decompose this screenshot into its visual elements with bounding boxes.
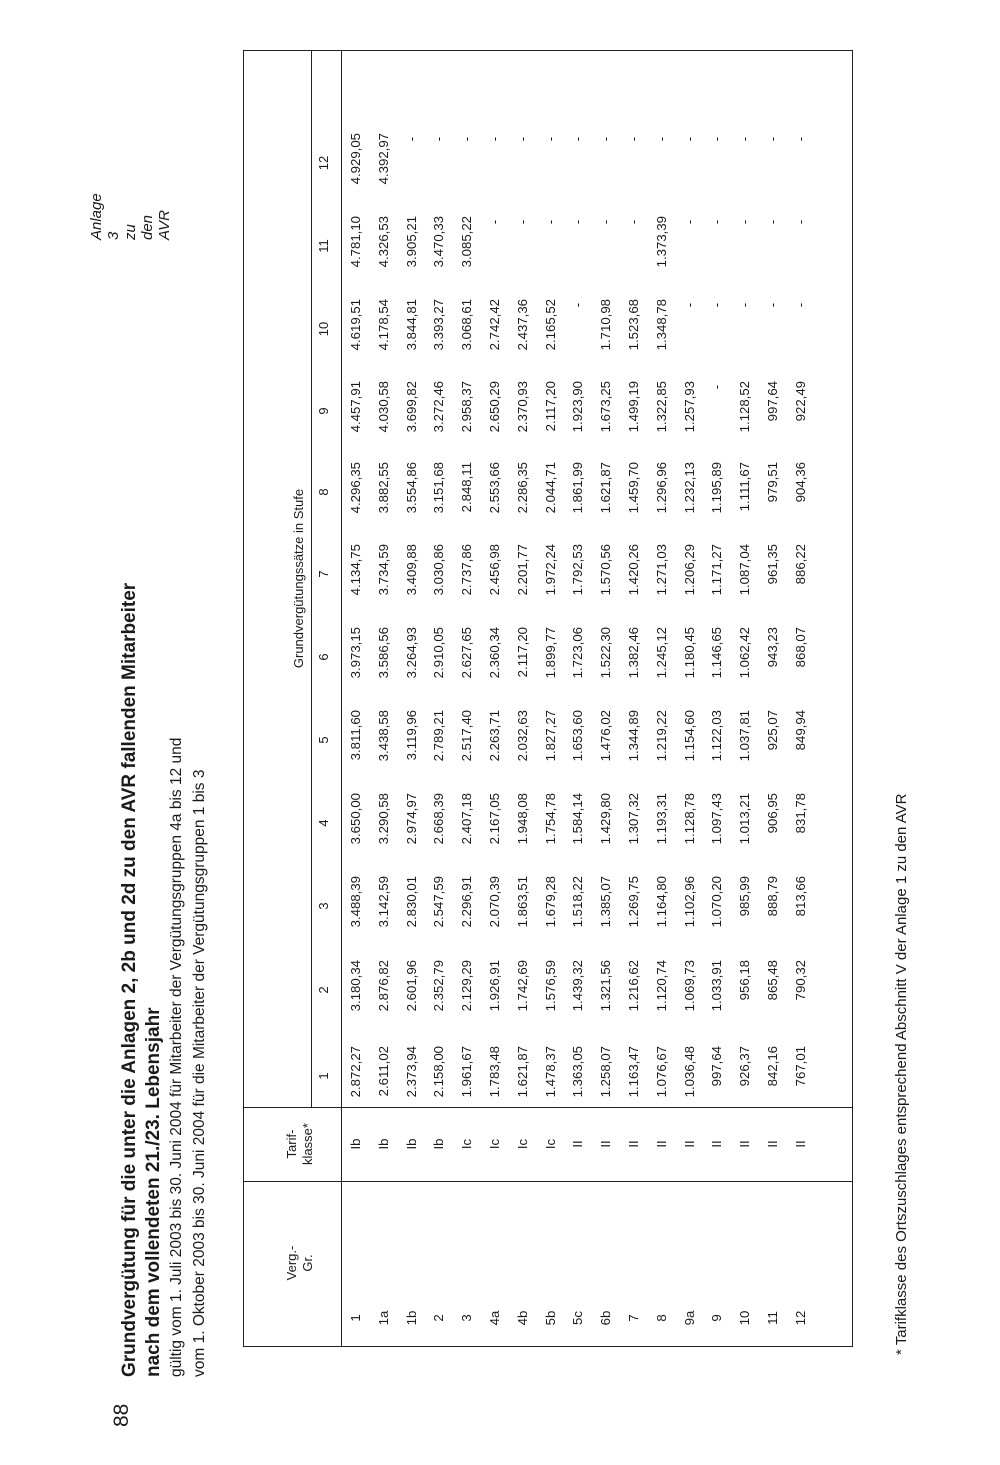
table-cell: 3.554,86 xyxy=(403,462,419,514)
table-cell: 2.070,39 xyxy=(487,876,502,928)
table-cell: 1.499,19 xyxy=(626,381,641,433)
table-cell: - xyxy=(792,136,808,142)
table-cell: 1.033,91 xyxy=(709,960,725,1012)
table-cell: 2.872,27 xyxy=(348,1046,363,1098)
column-header-verg-gr: Verg.- Gr. xyxy=(284,1245,315,1281)
table-cell: 2.407,18 xyxy=(459,793,475,845)
table-cell: 3.438,58 xyxy=(375,710,391,762)
table-cell: 4.619,51 xyxy=(348,299,363,351)
table-row xyxy=(765,49,789,1346)
validity-line-1: gültig vom 1. Juli 2003 bis 30. Juni 2004 für Mitarbeiter der Vergütungsgruppen 4a bis 12 und xyxy=(168,737,185,1377)
table-cell: - xyxy=(487,219,502,225)
table-cell: 3.734,59 xyxy=(375,544,391,596)
table-row xyxy=(570,49,594,1346)
table-cell: 3.119,96 xyxy=(403,710,419,761)
table-cell: 2.286,35 xyxy=(514,462,530,514)
table-cell: 2.165,52 xyxy=(542,299,558,351)
table-cell: 1.269,75 xyxy=(626,876,641,928)
table-cell: 956,18 xyxy=(737,960,753,1001)
table-cell: 2.876,82 xyxy=(375,960,391,1012)
table-cell: 1.523,68 xyxy=(626,299,641,351)
table-cell: 1.164,80 xyxy=(653,876,669,928)
row-gruppe: 9 xyxy=(709,1314,725,1322)
stufe-header-7: 7 xyxy=(316,570,331,578)
table-cell: - xyxy=(598,136,614,142)
stufe-header-8: 8 xyxy=(316,488,331,496)
page-number: 88 xyxy=(110,1403,133,1427)
table-cell: 2.296,91 xyxy=(459,876,475,928)
row-gruppe: 10 xyxy=(737,1310,753,1326)
table-cell: 3.905,21 xyxy=(403,216,419,268)
table-cell: - xyxy=(514,136,530,142)
table-cell: - xyxy=(737,302,753,308)
table-cell: 1.522,30 xyxy=(598,627,614,679)
table-cell: 2.263,71 xyxy=(487,710,502,762)
table-cell: 1.163,47 xyxy=(626,1046,641,1098)
table-row xyxy=(376,49,400,1346)
table-cell: 4.929,05 xyxy=(348,133,363,185)
table-cell: - xyxy=(681,302,697,308)
row-gruppe: 2 xyxy=(431,1314,447,1322)
table-cell: 3.973,15 xyxy=(348,627,363,679)
stufe-header-11: 11 xyxy=(316,239,331,253)
table-row xyxy=(543,49,567,1346)
row-tarifklasse: II xyxy=(709,1140,725,1148)
row-gruppe: 11 xyxy=(765,1311,780,1325)
table-cell: 3.290,58 xyxy=(375,793,391,845)
table-cell: 1.037,81 xyxy=(737,710,753,762)
table-cell: 979,51 xyxy=(765,462,780,503)
table-cell: - xyxy=(792,219,808,225)
table-cell: 3.068,61 xyxy=(459,299,475,351)
table-cell: 1.679,28 xyxy=(542,876,558,928)
table-cell: 3.586,56 xyxy=(375,627,391,679)
table-cell: 3.650,00 xyxy=(348,793,363,845)
table-cell: 1.171,27 xyxy=(709,544,725,596)
table-cell: 1.087,04 xyxy=(737,544,753,596)
row-tarifklasse: Ic xyxy=(542,1138,558,1150)
row-tarifklasse: II xyxy=(653,1140,669,1148)
table-cell: 1.783,48 xyxy=(487,1046,502,1098)
table-cell: 2.032,63 xyxy=(514,710,530,762)
table-cell: - xyxy=(598,219,614,225)
table-cell: 2.737,86 xyxy=(459,544,475,596)
table-cell: 1.961,67 xyxy=(459,1046,475,1098)
row-gruppe: 4a xyxy=(487,1310,502,1326)
table-cell: 1.420,26 xyxy=(626,544,641,596)
table-cell: 4.392,97 xyxy=(375,133,391,185)
table-cell: 1.245,12 xyxy=(653,627,669,679)
table-cell: 1.621,87 xyxy=(514,1046,530,1098)
table-cell: 1.382,46 xyxy=(626,627,641,679)
table-cell: 1.923,90 xyxy=(570,381,586,433)
row-gruppe: 4b xyxy=(514,1310,530,1326)
table-row xyxy=(431,49,455,1346)
table-cell: 1.257,93 xyxy=(681,381,697,433)
table-cell: 925,07 xyxy=(765,710,780,751)
table-cell: 2.848,11 xyxy=(459,462,475,513)
table-row xyxy=(654,49,678,1346)
table-cell: - xyxy=(514,219,530,225)
table-cell: 2.668,39 xyxy=(431,793,447,845)
row-tarifklasse: II xyxy=(681,1140,697,1148)
table-cell: 767,01 xyxy=(792,1046,808,1087)
row-tarifklasse: Ib xyxy=(375,1138,391,1150)
table-cell: 2.129,29 xyxy=(459,960,475,1012)
table-cell: 2.117,20 xyxy=(514,627,530,678)
table-cell: 1.232,13 xyxy=(681,462,697,514)
table-cell: - xyxy=(431,136,447,142)
row-gruppe: 8 xyxy=(653,1314,669,1322)
table-cell: 2.117,20 xyxy=(542,381,558,432)
table-cell: 3.030,86 xyxy=(431,544,447,596)
table-cell: 1.373,39 xyxy=(653,216,669,268)
table-cell: 2.360,34 xyxy=(487,627,502,679)
table-cell: 1.476,02 xyxy=(598,710,614,762)
table-cell: 2.830,01 xyxy=(403,876,419,928)
table-cell: 961,35 xyxy=(765,544,780,585)
table-cell: 1.296,96 xyxy=(653,462,669,514)
row-gruppe: 6b xyxy=(598,1310,614,1326)
table-cell: 2.553,66 xyxy=(487,462,502,514)
table-cell: 2.627,65 xyxy=(459,627,475,679)
table-cell: 3.151,68 xyxy=(431,462,447,514)
table-cell: 849,94 xyxy=(792,710,808,751)
table-cell: 3.264,93 xyxy=(403,627,419,679)
row-gruppe: 9a xyxy=(681,1310,697,1326)
page-title xyxy=(118,583,166,1377)
row-gruppe: 1 xyxy=(348,1314,363,1322)
table-cell: 868,07 xyxy=(792,627,808,668)
table-cell: 1.576,59 xyxy=(542,960,558,1012)
row-gruppe: 5b xyxy=(542,1310,558,1326)
table-cell: 3.844,81 xyxy=(403,299,419,351)
table-row xyxy=(487,49,511,1346)
table-cell: 1.216,62 xyxy=(626,960,641,1012)
row-tarifklasse: Ic xyxy=(514,1138,530,1150)
row-gruppe: 3 xyxy=(459,1314,475,1322)
table-cell: 1.180,45 xyxy=(681,627,697,679)
table-cell: 1.363,05 xyxy=(570,1046,586,1098)
table-cell: 2.547,59 xyxy=(431,876,447,928)
footnote: * Tarifklasse des Ortszuschlages entsprechend Abschnitt V der Anlage 1 zu den AVR xyxy=(893,793,910,1355)
table-cell: 1.863,51 xyxy=(514,876,530,928)
row-tarifklasse: Ib xyxy=(431,1138,447,1150)
title-line-2: nach dem vollendeten 21./23. Lebensjahr xyxy=(143,1007,164,1377)
table-row xyxy=(709,49,733,1346)
table-cell: - xyxy=(570,219,586,225)
table-cell: 1.926,91 xyxy=(487,960,502,1012)
table-cell: 3.085,22 xyxy=(459,216,475,268)
table-cell: 1.120,74 xyxy=(653,960,669,1012)
table-cell: 3.488,39 xyxy=(348,876,363,928)
table-cell: 906,95 xyxy=(765,793,780,834)
table-cell: - xyxy=(709,219,725,225)
table-cell: 985,99 xyxy=(737,876,753,917)
stufe-header-10: 10 xyxy=(316,321,331,337)
table-divider xyxy=(311,51,312,1108)
table-cell: 1.154,60 xyxy=(681,710,697,762)
table-cell: 2.789,21 xyxy=(431,710,447,762)
table-cell: 1.478,37 xyxy=(542,1046,558,1098)
row-tarifklasse: II xyxy=(765,1140,780,1148)
table-cell: 1.570,56 xyxy=(598,544,614,596)
table-cell: 1.111,67 xyxy=(737,462,753,512)
table-cell: 1.321,56 xyxy=(598,960,614,1012)
table-cell: 904,36 xyxy=(792,462,808,503)
rotated-page: 88 Anlage 3 zu den AVR Grundvergütung für die unter die Anlagen 2, 2b und 2d zu den AVR fallenden Mitarbeiter nach dem vollendeten 21./23. Lebensjahr gültig vom 1. Juli 2003 bis 30. Juni 2004 für Mitarbeiter der Vergütungsgruppen 4a bis 12 und vom 1. Oktober 2003 bis 30. Juni 2004 für die Mitarbeiter der Vergütungsgruppen 1 bis 3 Verg.- Gr. Tarif- klasse* Grundvergütungssätze in Stufe 1 2 3 4 5 6 7 8 9 10 11 12 1 Ib 2.872,27 3.180,34 3.488,39 3.650,00 3.811,60 3.973,15 4.134,75 4.296,35 4.457,91 4.619,51 4.781,10 4.929,05 1a Ib 2.611,02 2.876,82 3.142,59 3.290,58 3.438,58 3.586,56 3.734,59 3.882,55 4.030,58 4.178,54 4.326,53 4.392,97 1b Ib 2.373,94 2.601,96 2.830,01 2.974,97 3.119,96 3.264,93 3.409,88 3.554,86 3.699,82 3.844,81 3.905,21 - 2 Ib 2.158,00 2.352,79 2.547,59 2.668,39 2.789,21 2.910,05 3.030,86 3.151,68 3.272,46 3.393,27 3.470,33 - 3 Ic 1.961,67 2.129,29 2.296,91 2.407,18 2.517,40 2.627,65 2.737,86 2.848,11 2.958,37 3.068,61 3.085,22 - 4a Ic 1.783,48 1.926,91 2.070,39 2.167,05 2.263,71 2.360,34 2.456,98 2.553,66 2.650,29 2.742,42 - - 4b Ic 1.621,87 1.742,69 1.863,51 1.948,08 2.032,63 2.117,20 2.201,77 2.286,35 2.370,93 2.437,36 - - 5b Ic 1.478,37 1.576,59 1.679,28 1.754,78 1.827,27 1.899,77 1.972,24 2.044,71 2.117,20 2.165,52 - - 5c II 1.363,05 1.439,32 1.518,22 1.584,14 1.653,60 1.723,06 1.792,53 1.861,99 1.923,90 - - - 6b II 1.258,07 1.321,56 1.385,07 1.429,80 1.476,02 1.522,30 1.570,56 1.621,87 1.673,25 1.710,98 - - 7 II 1.163,47 1.216,62 1.269,75 1.307,32 1.344,89 1.382,46 1.420,26 1.459,70 1.499,19 1.523,68 - - 8 II 1.076,67 1.120,74 1.164,80 1.193,31 1.219,22 1.245,12 1.271,03 1.296,96 1.322,85 1.348,78 1.373,39 - 9a II 1.036,48 1.069,73 1.102,96 1.128,78 1.154,60 1.180,45 1.206,29 1.232,13 1.257,93 - - - 9 II 997,64 1.033,91 1.070,20 1.097,43 1.122,03 1.146,65 1.171,27 1.195,89 - - - - 10 II 926,37 956,18 985,99 1.013,21 1.037,81 1.062,42 1.087,04 1.111,67 1.128,52 - - - 11 II 842,16 865,48 888,79 906,95 925,07 943,23 961,35 979,51 997,64 - - - 12 II 767,01 790,32 813,66 831,78 849,94 868,07 886,22 904,36 922,49 - - - * Tarifklasse des Ortszuschlages entsprechend Abschnitt V der Anlage 1 zu den AVR xyxy=(0,0,1000,1465)
table-cell: 1.439,32 xyxy=(570,960,586,1012)
table-cell: 888,79 xyxy=(765,876,780,917)
table-cell: 886,22 xyxy=(792,544,808,585)
table-cell: 2.370,93 xyxy=(514,381,530,433)
table-cell: - xyxy=(542,219,558,225)
table-cell: 4.296,35 xyxy=(348,462,363,514)
table-cell: 2.910,05 xyxy=(431,627,447,679)
table-cell: 3.142,59 xyxy=(375,876,391,928)
table-cell: 1.972,24 xyxy=(542,544,558,596)
table-cell: - xyxy=(681,136,697,142)
table-cell: 1.429,80 xyxy=(598,793,614,845)
table-cell: 3.180,34 xyxy=(348,960,363,1012)
table-cell: 2.650,29 xyxy=(487,381,502,433)
table-cell: 2.373,94 xyxy=(403,1046,419,1098)
row-tarifklasse: II xyxy=(737,1140,753,1148)
table-cell: 1.146,65 xyxy=(709,627,725,679)
title-line-1: Grundvergütung für die unter die Anlagen 2, 2b und 2d zu den AVR fallenden Mitarbeiter xyxy=(119,582,140,1377)
table-cell: - xyxy=(765,302,780,308)
row-tarifklasse: II xyxy=(626,1140,641,1148)
column-header-tarifklasse: Tarif- klasse* xyxy=(284,1123,315,1165)
table-cell: 2.158,00 xyxy=(431,1046,447,1098)
table-cell: 997,64 xyxy=(709,1046,725,1087)
stufe-header-5: 5 xyxy=(316,736,331,744)
row-tarifklasse: Ib xyxy=(348,1138,363,1150)
table-cell: - xyxy=(570,136,586,142)
table-cell: - xyxy=(626,136,641,142)
table-cell: 1.128,52 xyxy=(737,381,753,433)
row-tarifklasse: II xyxy=(792,1140,808,1148)
table-cell: 1.792,53 xyxy=(570,544,586,596)
row-gruppe: 5c xyxy=(570,1311,586,1325)
table-cell: 1.069,73 xyxy=(681,960,697,1012)
table-cell: - xyxy=(792,302,808,308)
table-cell: 997,64 xyxy=(765,381,780,422)
table-cell: 1.307,32 xyxy=(626,793,641,845)
stufe-header-1: 1 xyxy=(316,1072,331,1080)
table-cell: 2.044,71 xyxy=(542,462,558,514)
table-cell: 1.653,60 xyxy=(570,710,586,762)
row-gruppe: 12 xyxy=(792,1310,808,1326)
table-cell: 4.457,91 xyxy=(348,381,363,433)
row-tarifklasse: II xyxy=(570,1140,586,1148)
table-cell: 2.167,05 xyxy=(487,793,502,845)
table-cell: 3.811,60 xyxy=(348,710,363,761)
row-tarifklasse: Ic xyxy=(459,1138,475,1150)
table-cell: - xyxy=(487,136,502,142)
table-cell: - xyxy=(542,136,558,142)
table-cell: 1.673,25 xyxy=(598,381,614,433)
table-cell: 3.882,55 xyxy=(375,462,391,514)
salary-table xyxy=(243,50,853,1347)
column-header-stufe: Grundvergütungssätze in Stufe xyxy=(291,488,306,669)
validity-line-2: vom 1. Oktober 2003 bis 30. Juni 2004 für die Mitarbeiter der Vergütungsgruppen 1 bis 3 xyxy=(191,769,208,1377)
stufe-header-12: 12 xyxy=(316,155,331,171)
table-row xyxy=(459,49,483,1346)
table-cell: 3.699,82 xyxy=(403,381,419,433)
table-cell: 4.781,10 xyxy=(348,216,363,268)
table-cell: 4.030,58 xyxy=(375,381,391,433)
table-cell: 1.258,07 xyxy=(598,1046,614,1098)
table-cell: - xyxy=(737,219,753,225)
table-cell: 865,48 xyxy=(765,960,780,1001)
table-cell: 1.076,67 xyxy=(653,1046,669,1098)
table-cell: 813,66 xyxy=(792,876,808,917)
table-cell: - xyxy=(653,136,669,142)
stufe-header-6: 6 xyxy=(316,653,331,661)
row-gruppe: 1b xyxy=(403,1310,419,1326)
table-cell: 1.062,42 xyxy=(737,627,753,679)
table-cell: - xyxy=(737,136,753,142)
table-cell: 4.134,75 xyxy=(348,544,363,596)
table-cell: 1.948,08 xyxy=(514,793,530,845)
table-cell: 3.470,33 xyxy=(431,216,447,268)
table-cell: 4.178,54 xyxy=(375,299,391,351)
table-cell: 2.742,42 xyxy=(487,299,502,351)
table-cell: 3.409,88 xyxy=(403,544,419,596)
row-gruppe: 7 xyxy=(626,1314,641,1322)
table-cell: 1.385,07 xyxy=(598,876,614,928)
table-cell: - xyxy=(709,136,725,142)
table-cell: 1.827,27 xyxy=(542,710,558,762)
table-cell: - xyxy=(403,136,419,142)
table-cell: 842,16 xyxy=(765,1046,780,1087)
table-row xyxy=(598,49,622,1346)
table-cell: - xyxy=(626,219,641,225)
table-cell: 2.611,02 xyxy=(375,1046,391,1097)
stufe-header-9: 9 xyxy=(316,407,331,415)
table-cell: 3.272,46 xyxy=(431,381,447,433)
table-cell: 2.958,37 xyxy=(459,381,475,433)
table-cell: 1.271,03 xyxy=(653,544,669,596)
table-cell: 1.861,99 xyxy=(570,462,586,514)
table-cell: 1.723,06 xyxy=(570,627,586,679)
table-cell: 1.584,14 xyxy=(570,793,586,845)
table-row xyxy=(348,49,372,1346)
table-cell: 1.621,87 xyxy=(598,462,614,514)
table-cell: 2.201,77 xyxy=(514,544,530,596)
table-cell: 1.459,70 xyxy=(626,462,641,514)
table-row xyxy=(737,49,761,1346)
row-tarifklasse: Ib xyxy=(403,1138,419,1150)
table-cell: 1.036,48 xyxy=(681,1046,697,1098)
table-cell: 1.122,03 xyxy=(709,710,725,762)
table-row xyxy=(515,49,539,1346)
table-cell: 1.348,78 xyxy=(653,299,669,351)
table-cell: 831,78 xyxy=(792,793,808,834)
table-cell: 1.195,89 xyxy=(709,462,725,514)
table-cell: 2.352,79 xyxy=(431,960,447,1012)
table-cell: 1.754,78 xyxy=(542,793,558,845)
table-cell: 2.517,40 xyxy=(459,710,475,762)
table-cell: - xyxy=(765,219,780,225)
table-cell: 2.437,36 xyxy=(514,299,530,351)
table-cell: 2.601,96 xyxy=(403,960,419,1012)
table-cell: 1.322,85 xyxy=(653,381,669,433)
table-row xyxy=(793,49,817,1346)
table-cell: 2.456,98 xyxy=(487,544,502,596)
table-cell: 1.070,20 xyxy=(709,876,725,928)
table-cell: 3.393,27 xyxy=(431,299,447,351)
table-cell: 922,49 xyxy=(792,381,808,422)
stufe-header-4: 4 xyxy=(316,819,331,827)
table-cell: 1.102,96 xyxy=(681,876,697,928)
table-cell: 1.128,78 xyxy=(681,793,697,845)
table-cell: 790,32 xyxy=(792,960,808,1001)
table-cell: 1.899,77 xyxy=(542,627,558,679)
table-cell: - xyxy=(459,136,475,142)
table-cell: 1.013,21 xyxy=(737,793,753,845)
table-divider xyxy=(341,51,342,1346)
table-row xyxy=(404,49,428,1346)
table-cell: 1.097,43 xyxy=(709,793,725,845)
table-cell: - xyxy=(709,384,725,390)
table-row xyxy=(682,49,706,1346)
table-cell: 1.193,31 xyxy=(653,793,669,845)
row-tarifklasse: II xyxy=(598,1140,614,1148)
table-cell: 1.518,22 xyxy=(570,876,586,928)
table-cell: 1.742,69 xyxy=(514,960,530,1012)
row-tarifklasse: Ic xyxy=(487,1138,502,1150)
table-cell: 4.326,53 xyxy=(375,216,391,268)
table-cell: 943,23 xyxy=(765,627,780,668)
table-cell: - xyxy=(765,136,780,142)
table-cell: - xyxy=(681,219,697,225)
stufe-header-2: 2 xyxy=(316,986,331,994)
table-cell: - xyxy=(709,302,725,308)
table-cell: 2.974,97 xyxy=(403,793,419,845)
table-row xyxy=(626,49,650,1346)
table-cell: 1.206,29 xyxy=(681,544,697,596)
row-gruppe: 1a xyxy=(375,1310,391,1326)
table-cell: 926,37 xyxy=(737,1046,753,1087)
table-cell: - xyxy=(570,302,586,308)
stufe-header-3: 3 xyxy=(316,902,331,910)
table-cell: 1.344,89 xyxy=(626,710,641,762)
table-cell: 1.219,22 xyxy=(653,710,669,762)
table-cell: 1.710,98 xyxy=(598,299,614,351)
